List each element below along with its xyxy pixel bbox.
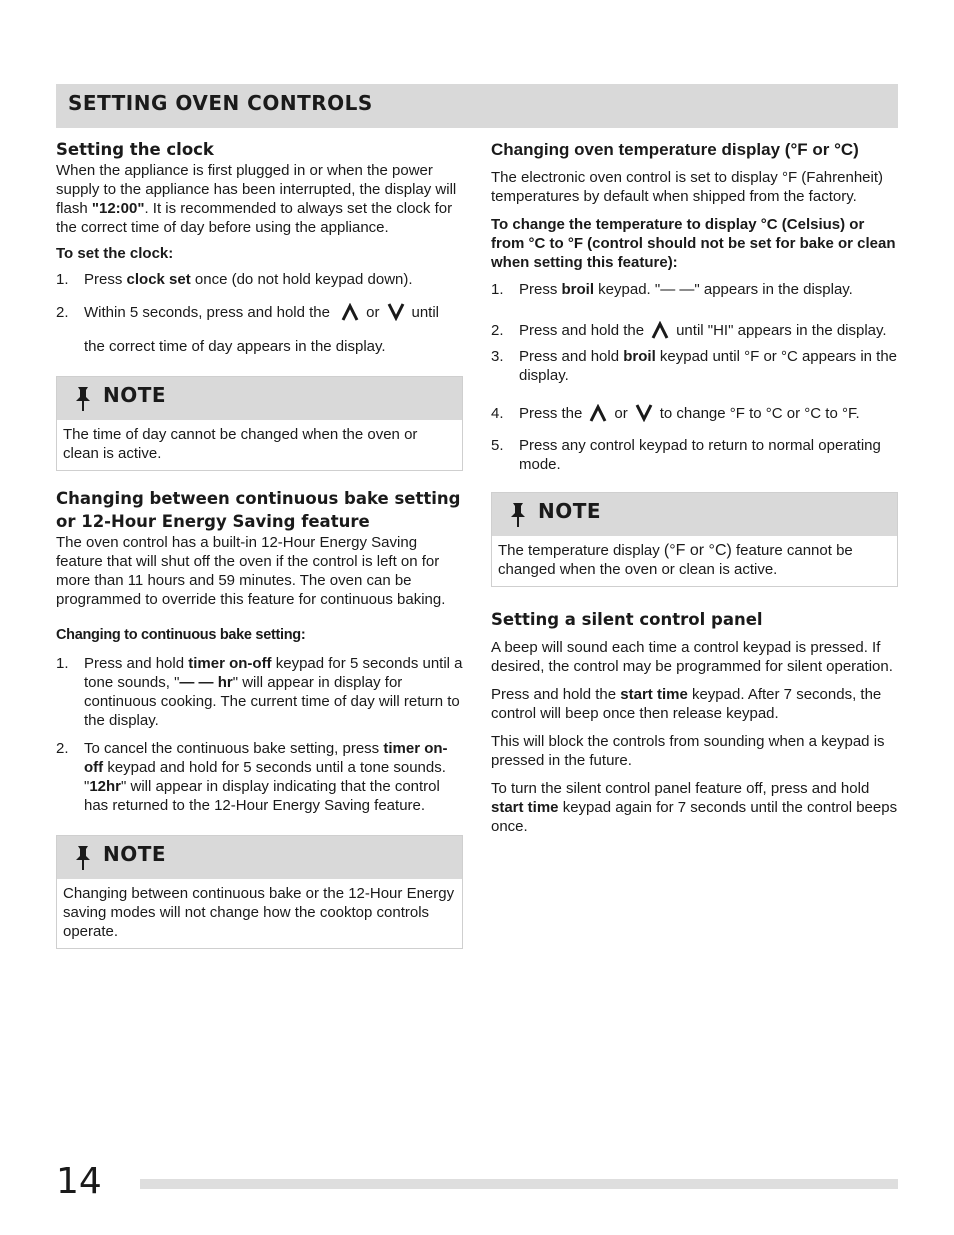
temp-step-5: 5. Press any control keypad to return to normal operating mode. [491,437,881,473]
down-arrow-icon [386,303,406,321]
note-header [492,493,897,536]
temp-step-1: 1. Press broil keypad. "— —" appears in the display. [491,281,853,298]
note-title: NOTE [538,499,602,523]
silent-p4: To turn the silent control panel feature off, press and hold start time keypad again for 7 seconds until the control beeps once. [491,780,898,835]
pushpin-icon [71,385,95,413]
page-number: 14 [56,1161,102,1202]
bake-steps [56,654,463,815]
down-arrow-icon [634,404,654,422]
temp-step-2: 2. Press and hold the until "HI" appears in the display. [491,322,887,339]
temp-intro: The electronic oven control is set to display °F (Fahrenheit) temperatures by default when shipped from the factory. [491,169,884,205]
temp-steps [491,280,898,474]
bake-subheading: Changing to continuous bake setting: [56,627,306,643]
note-title: NOTE [103,842,167,866]
up-arrow-icon [588,404,608,422]
page-title: SETTING OVEN CONTROLS [68,91,373,115]
bake-step-2: 2. To cancel the continuous bake setting, press timer on-off keypad and hold for 5 seconds until a tone sounds. "12hr" will appear in display indicating that the control has returned to the 12-Hour Energy Saving feature. [56,740,448,814]
note-text: The temperature display (°F or °C) feature cannot be changed when the oven or clean is active. [498,542,853,578]
silent-p3: This will block the controls from sounding when a keypad is pressed in the future. [491,733,885,769]
up-arrow-icon [340,303,360,321]
note-title: NOTE [103,383,167,407]
clock-intro: When the appliance is first plugged in or when the power supply to the appliance has been interrupted, the display will flash "12:00". It is recommended to always set the clock for the correct time of day before using the appliance. [56,162,457,236]
clock-steps [56,270,463,356]
clock-subheading: To set the clock: [56,245,174,262]
silent-heading: Setting a silent control panel [491,610,763,629]
footer-rule [140,1179,898,1189]
clock-step-2: 2. Within 5 seconds, press and hold the or until the correct time of day appears in the display. [56,303,463,356]
temp-step-3: 3. Press and hold broil keypad until °F or °C appears in the display. [491,348,898,384]
note-header [57,836,462,879]
left-column [56,138,463,949]
bake-intro: The oven control has a built-in 12-Hour Energy Saving feature that will shut off the oven if the control is left on for more than 11 hours and 59 minutes. The oven can be programmed to override this feature for continuous baking. [56,534,446,608]
note-text: The time of day cannot be changed when the oven or clean is active. [63,426,418,462]
up-arrow-icon [650,321,670,339]
right-column [491,138,898,836]
clock-heading: Setting the clock [56,140,214,159]
temp-step-4: 4. Press the or to change °F to °C or °C to °F. [491,405,860,422]
note-box [56,376,463,471]
silent-p1: A beep will sound each time a control keypad is pressed. If desired, the control may be programmed for silent operation. [491,639,893,675]
pushpin-icon [506,501,530,529]
temp-instruction: To change the temperature to display °C (Celsius) or from °C to °F (control should not be set for bake or clean when setting this feature): [491,216,896,271]
pushpin-icon [71,844,95,872]
bake-step-1: 1. Press and hold timer on-off keypad for 5 seconds until a tone sounds, "— — hr" will appear in display for continuous cooking. The current time of day will return to the display. [56,655,463,729]
clock-step-2-cont: the correct time of day appears in the display. [84,338,386,355]
note-header [57,377,462,420]
clock-step-1: 1. Press clock set once (do not hold keypad down). [56,271,413,288]
note-box [491,492,898,587]
bake-heading: Changing between continuous bake setting or 12-Hour Energy Saving feature [56,489,461,531]
silent-p2: Press and hold the start time keypad. After 7 seconds, the control will beep once then release keypad. [491,686,882,722]
note-text: Changing between continuous bake or the 12-Hour Energy saving modes will not change how the cooktop controls operate. [63,885,455,940]
temp-heading: Changing oven temperature display (°F or °C) [491,140,859,159]
note-box [56,835,463,949]
section-banner [56,84,898,128]
